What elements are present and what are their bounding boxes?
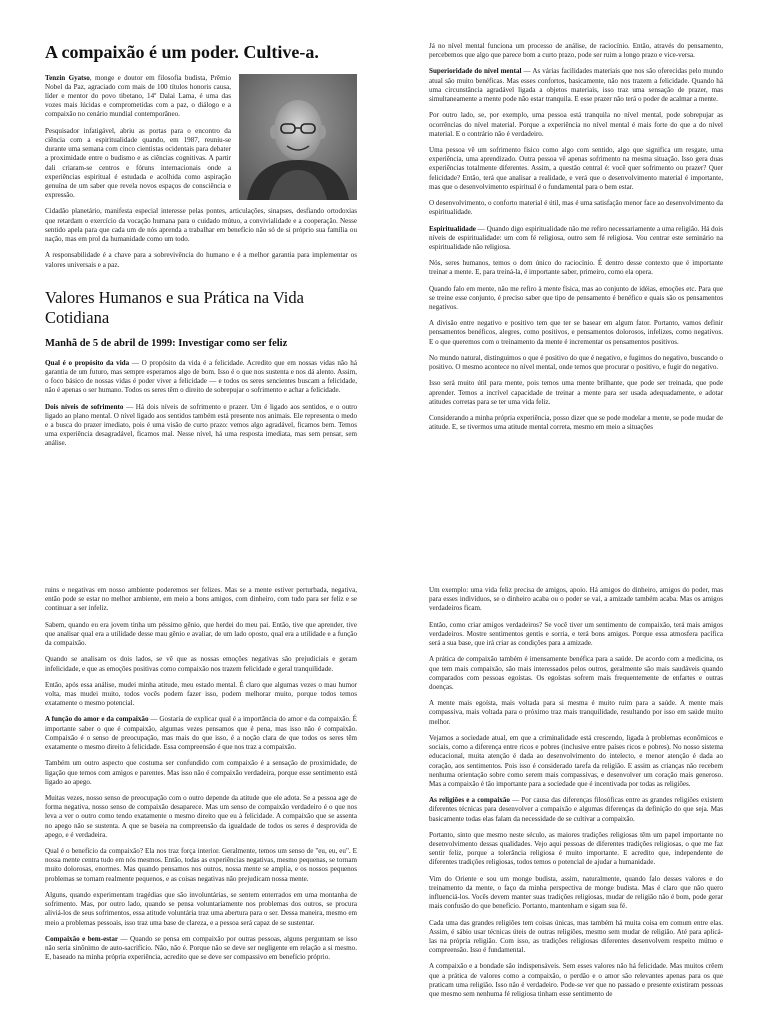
- paragraph: Cada uma das grandes religiões tem coisas únicas, mas também há muita coisa em comum entre elas. Assim, é sábio usar técnicas úteis de outras religiões, mesmo sem mudar de religião. Até para aplicá-las na própria religião. Com isso, as tradições religiosas diferentes desenvolvem respeito mútuo e compreensão. Isso é fundamental.: [429, 918, 723, 955]
- section-title: Valores Humanos e sua Prática na Vida Cotidiana: [45, 287, 304, 328]
- bio-name: Tenzin Gyatso: [45, 73, 90, 82]
- column-bottom-left: [45, 586, 357, 1024]
- paragraph: No mundo natural, distinguimos o que é positivo do que é negativo, e fugimos do negativo, buscando o positivo. O mesmo acontece no nível mental, onde temos que procurar o positivo, e fugir do negativo.: [429, 353, 723, 372]
- bio-paragraph: Tenzin Gyatso, monge e doutor em filosofia budista, Prêmio Nobel da Paz, agraciado com mais de 100 títulos honoris causa, líder e mentor do povo tibetano, 14º Dalai Lama, é uma das vozes mais lúcidas e comprometidas com a paz, o diálogo e a compaixão no cenário mundial contemporâneo.: [45, 73, 231, 119]
- paragraph: O desenvolvimento, o conforto material é útil, mas é uma satisfação menor face ao desenvolvimento da espiritualidade.: [429, 199, 723, 217]
- paragraph: Já no nível mental funciona um processo de análise, de raciocínio. Então, através do pensamento, percebemos que algo que parece bom a curto prazo, pode ser ruim a longo prazo e vice-versa.: [429, 42, 723, 60]
- paragraph: Muitas vezes, nosso senso de preocupação com o outro depende da atitude que ele adota. Se a pessoa age de forma negativa, nosso senso de compaixão desaparece. Mas um senso de compaixão verdadeiro é o que nos leva a ver o outro como tendo exatamente o mesmo direito que eu à felicidade. A compaixão que se assenta no apego não se sustenta. A que se baseia na compreensão da igualdade de todos os seres é desprovida de apego, e é verdadeira.: [45, 793, 357, 839]
- paragraph: As religiões e a compaixão — Por causa das diferenças filosóficas entre as grandes religiões existem diferentes técnicas para desenvolver a compaixão e algumas diferenças da definição do que seja. Mas basicamente todas elas falam da necessidade de se cultivar a compaixão.: [429, 796, 723, 823]
- paragraph: Uma pessoa vê um sofrimento físico como algo com sentido, algo que significa um resgate, uma experiência, uma aprendizado. Outra pessoa vê apenas sofrimento na mesma situação. Isso gera duas experiências totalmente diferentes. Assim, a questão central é: você quer sofrimento ou prazer? Quer felicidade? Então, terá que analisar a realidade, e verá que o desenvolvimento material é importante, mas que o desenvolvimento espiritual é o fundamental para o bem estar.: [429, 145, 723, 191]
- paragraph: Quando se analisam os dois lados, se vê que as nossas emoções negativas são prejudiciais e geram infelicidade, e que as emoções positivas como compaixão nos trazem felicidade e geral tranquilidade.: [45, 655, 357, 673]
- paragraph: A função do amor e da compaixão — Gostaria de explicar qual é a importância do amor e da compaixão. É importante saber o que é compaixão, algumas vezes pensamos que é pena, mas isso não é compaixão. Compaixão é o senso de preocupação, mas mais do que isso, é a noção clara de que todos os seres têm exatamente o mesmo direito à felicidade. Essa compreensão é que nos traz a compaixão.: [45, 715, 357, 752]
- paragraph: Dois níveis de sofrimento — Há dois níveis de sofrimento e prazer. Um é ligado aos sentidos, e o outro ligado ao plano mental. O nível ligado aos sentidos também está presente nos animais. Ele representa o medo e a busca do prazer imediato, pois é uma visão de curto prazo: vemos algo agradável, ficamos bem. Temos uma experiência desagradável, ficamos mal. Nesse nível, há uma resposta imediata, mas sem pensar, sem análise.: [45, 402, 357, 448]
- paragraph: A responsabilidade é a chave para a sobrevivência do humano e é a melhor garantia para implementar os valores universais e a paz.: [45, 251, 357, 269]
- paragraph: Nós, seres humanos, temos o dom único do raciocínio. É dentro desse contexto que é importante treinar a mente. E, para treiná-la, é importante saber, primeiro, como ela opera.: [429, 259, 723, 277]
- paragraph: Portanto, sinto que mesmo neste século, as maiores tradições religiosas têm um papel importante no desenvolvimento dessas qualidades. Vejo aqui pessoas de diferentes tradições religiosas, o que me faz sentir feliz, porque a tolerância religiosa é muito importante. E acredito que, independente de diferentes tradições religiosas, todos temos o potencial de ajudar a humanidade.: [429, 830, 723, 867]
- paragraph: Compaixão e bem-estar — Quando se pensa em compaixão por outras pessoas, alguns perguntam se isso não seria sinônimo de auto-sacrifício. Não, não é. Porque não se deve ser negligente em relação a si mesmo. E, baseado na minha própria experiência, acredito que se deve ser compassivo em benefício próprio.: [45, 934, 357, 962]
- column-top-left: [45, 42, 357, 536]
- paragraph: Então, como criar amigos verdadeiros? Se você tiver um sentimento de compaixão, terá mais amigos verdadeiros. Mostre sentimentos gentis e sorria, e terá bons amigos. Porque essa atmosfera pacífica será a sua base, que irá criar as condições para a amizade.: [429, 620, 723, 648]
- paragraph: Então, após essa análise, mudei minha atitude, meu estado mental. É claro que algumas vezes o mau humor volta, mas mudei muito, todos vocês podem fazer isso, podem melhorar muito, porque todos temos exatamente o mesmo potencial.: [45, 680, 357, 708]
- paragraph: Qual é o propósito da vida — O propósito da vida é a felicidade. Acredito que em nossas vidas não há garantia de um futuro, mas sempre esperamos algo de bom. Isso é o que nos sustenta e nos dá alento. Assim, o foco básico de nossas vidas é poder viver a felicidade — e todos os seres sencientes buscam a felicidade, não é apenas o ser humano. Todos os seres têm o direito de sobrepujar o sofrimento e achar a felicidade.: [45, 358, 357, 395]
- paragraph: Por outro lado, se, por exemplo, uma pessoa está tranquila no nível mental, pode sobrepujar as ocorrências do nível material. Porque a experiência no nível mental é mais forte do que a do nível material. E o contrário não é verdadeiro.: [429, 111, 723, 138]
- paragraph: Superioridade do nível mental — As várias facilidades materiais que nos são oferecidas pelo mundo atual são muito benéficas. Mas esses confortos, basicamente, não nos trazem a felicidade. Quando há uma circunstância agradável ligada a objetos materiais, isso traz uma sensação de prazer, mas simultaneamente a mente pode não estar tranquila. E esse prazer não terá o poder de acalmar a mente.: [429, 67, 723, 104]
- paragraph: A compaixão e a bondade são indispensáveis. Sem esses valores não há felicidade. Mas muitos crêem que a prática de valores como a compaixão, o perdão e o amor são relevantes apenas para os que praticam uma religião. Isso não é verdadeiro. Pode-se ver que no passado e presente existiram pessoas que mesmo sem nenhuma fé religiosa tinham esse sentimento de: [429, 962, 723, 999]
- paragraph: Considerando a minha própria experiência, posso dizer que se pode modelar a mente, se pode mudar de atitude. E, se tivermos uma atitude mental correta, mesmo em meio a situações: [429, 414, 723, 432]
- paragraph: Também um outro aspecto que costuma ser confundido com compaixão é a sensação de proximidade, de ligação que temos com amigos e parentes. Mas isso não é compaixão verdadeira, porque esse sentimento está ligado ao apego.: [45, 759, 357, 786]
- article-title: A compaixão é um poder. Cultive-a.: [45, 42, 319, 62]
- paragraph: ruins e negativas em nosso ambiente poderemos ser felizes. Mas se a mente estiver perturbada, negativa, então pode se estar no melhor ambiente, em meio a bons amigos, com dinheiro, com tudo para ser feliz e se continuar a ser infeliz.: [45, 586, 357, 613]
- dalai-lama-portrait: [239, 74, 357, 200]
- paragraph: Vim do Oriente e sou um monge budista, assim, naturalmente, quando falo desses valores e do treinamento da mente, o faço da minha perspectiva de monge budista. Mas é claro que não quero influenciá-los. Vocês devem manter suas tradições religiosas, mudar de religião não é bom, pode gerar mais confusão do que benefício. Portanto, mantenham e sigam sua fé.: [429, 874, 723, 911]
- paragraph: A prática de compaixão também é imensamente benéfica para a saúde. De acordo com a medicina, os que tem mais compaixão, são mais interessados pelos outros, geralmente são mais saudáveis quando comparados com pessoas egoístas. Os egoístas sofrem mais frequentemente de enfartes e outras doenças.: [429, 655, 723, 691]
- paragraph: Espiritualidade — Quando digo espiritualidade não me refiro necessariamente a uma religião. Há dois níveis de espiritualidade: um com fé religiosa, outro sem fé religiosa. Vou centrar este seminário na espiritualidade não religiosa.: [429, 224, 723, 251]
- paragraph: A divisão entre negativo e positivo tem que ter se basear em algum fator. Portanto, vamos definir pensamentos benéficos, alegres, como positivos, e pensamentos dolorosos, infelizes, como negativos. E o que queremos com o treinamento da mente é incrementar os pensamentos positivos.: [429, 319, 723, 346]
- paragraph: Alguns, quando experimentam tragédias que são involuntárias, se sentem enterrados em uma montanha de sofrimento. Mas, por outro lado, quando se pensa voluntariamente nos problemas dos outros, se procura aliviá-los de seus sofrimentos, essa atitude voluntária traz uma abertura para o ser. Dessa maneira, mesmo em meio a problemas pessoais, isso traz uma base de clareza, e a pessoa será capaz de se sustentar.: [45, 890, 357, 927]
- paragraph: Qual é o benefício da compaixão? Ela nos traz força interior. Geralmente, temos um senso de "eu, eu, eu". E nossa mente centra tudo em nós mesmos. Então, todas as experiências negativas, mesmo pequenas, se tornam muito dolorosas, enormes. Mas quando pensamos nos outros, nossa mente se amplia, e os nossos pequenos problemas se tornam realmente pequenos, e as coisas negativas não prejudicam nossa mente.: [45, 847, 357, 883]
- paragraph: Isso será muito útil para mente, pois temos uma mente brilhante, que pode ser treinada, que pode aprender. Temos a incrível capacidade de treinar a mente para ser usada adequadamente, e adotar atitudes corretas para se ter uma vida feliz.: [429, 379, 723, 406]
- paragraph: Quando falo em mente, não me refiro à mente física, mas ao conjunto de idéias, emoções etc. Para que se treine esse conjunto, é preciso saber que tipo de pensamento é benéfico e quais são os pensamentos negativos.: [429, 284, 723, 312]
- paragraph: A mente mais egoísta, mais voltada para si mesma é muito ruim para a saúde. A mente mais compassiva, mais voltada para o próximo traz mais tranquilidade, resultando por isso em saúde muito melhor.: [429, 699, 723, 726]
- paragraph: Pesquisador infatigável, abriu as portas para o encontro da ciência com a espiritualidade quando, em 1987, reuniu-se durante uma semana com cinco cientistas ocidentais para debater a proximidade entre o budismo e as ciências cognitivas. A partir dali criaram-se centros e fóruns internacionais onde a experiências espiritual é estudada e acolhida como aspiração genuína de um saber que revela novos espaços de consciência e expressão.: [45, 126, 231, 200]
- paragraph: Vejamos a sociedade atual, em que a criminalidade está crescendo, ligada à problemas econômicos e sociais, como a diferença entre ricos e pobres (inclusive entre países ricos e pobres). No nosso sistema educacional, muita atenção é dada ao desenvolvimento do intelecto, e menor atenção é dada ao coração, aos sentimentos. Pois isso é considerado tarefa da religião. E assim as crianças não recebem nenhuma orientação sobre como serem mais compassivas, e desenvolver um coração mais generoso. Mas a compaixão é tão importante para a sociedade que é incentivada por todas as religiões.: [429, 733, 723, 788]
- paragraph: Um exemplo: uma vida feliz precisa de amigos, apoio. Há amigos do dinheiro, amigos do poder, mas para esses indivíduos, se o dinheiro acaba ou o poder se vai, a amizade também acaba. Mas os amigos verdadeiros ficam.: [429, 586, 723, 613]
- section-subtitle: Manhã de 5 de abril de 1999: Investigar como ser feliz: [45, 338, 288, 349]
- column-top-right: [429, 42, 723, 536]
- column-bottom-right: [429, 586, 723, 1024]
- paragraph: Sabem, quando eu era jovem tinha um péssimo gênio, que herdei do meu pai. Então, tive que aprender, tive que analisar qual era a utilidade desse mau gênio e avaliar, de um lado oposto, qual era a utilidade e a função da compaixão.: [45, 620, 357, 648]
- paragraph: Cidadão planetário, manifesta especial interesse pelas pontes, articulações, sinapses, desfiando ortodoxias que retardam o exercício da vocação humana para o cuidado mútuo, a convivialidade e a cooperação. Nesse sentido apela para que cada um de nós aprenda a trabalhar em benefício não só de si próprio sua família ou nação, mas em prol da humanidade como um todo.: [45, 207, 357, 244]
